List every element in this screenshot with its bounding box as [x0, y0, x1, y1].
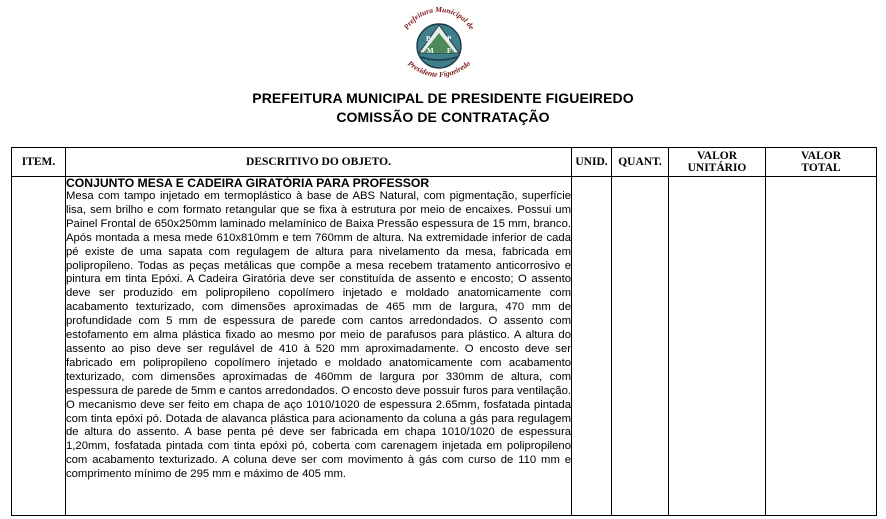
municipal-seal — [393, 6, 485, 88]
seal-arc-top-text: Prefeitura Municipal de — [401, 6, 477, 32]
header-unid: UNID. — [572, 148, 612, 177]
header-item: ITEM. — [12, 148, 66, 177]
table-row — [12, 177, 877, 516]
header-valor-total — [766, 148, 877, 177]
seal-letter-1: P — [426, 35, 431, 43]
document-subtitle: COMISSÃO DE CONTRATAÇÃO — [336, 109, 550, 125]
item-title: CONJUNTO MESA E CADEIRA GIRATÓRIA PARA PROFESSOR — [66, 176, 430, 190]
header-valor-unitario-line2: UNITÁRIO — [687, 162, 747, 174]
document-title: PREFEITURA MUNICIPAL DE PRESIDENTE FIGUEIREDO — [252, 90, 634, 106]
seal-letter-3: P — [447, 35, 452, 43]
table-header-row — [12, 148, 877, 177]
header-descritivo: DESCRITIVO DO OBJETO. — [66, 148, 572, 177]
items-table — [11, 147, 877, 516]
cell-quant — [612, 177, 669, 516]
header-valor-total-line2: TOTAL — [801, 162, 841, 174]
cell-descritivo — [66, 177, 572, 516]
cell-valor-unitario — [669, 177, 766, 516]
seal-letter-2: M — [427, 47, 434, 55]
seal-arc-bottom-text: Presidente Figueiredo — [406, 58, 472, 80]
header-valor-unitario — [669, 148, 766, 177]
seal-letter-4: F — [447, 47, 452, 55]
cell-valor-total — [766, 177, 877, 516]
item-description: Mesa com tampo injetado em termoplástico à base de ABS Natural, com pigmentação, superfície lisa, sem brilho e com formato retangular que se fixa à estrutura por meio de encaixes. Possui um Painel Frontal de 650x250mm laminado melamínico de Baixa Pressão espessura de 15 mm, branco. Após montada a mesa mede 610x810mm e tem 760mm de altura. Na extremidade inferior de cada pé existe de uma sapata com regulagem de altura para nivelamento da mesa, fabricada em polipropileno. Todas as peças metálicas que compõe a mesa recebem tratamento anticorrosivo e pintura em tinta Epóxi. A Cadeira Giratória deve ser constituída de assento e encosto; O assento deve ser produzido em polipropileno copolímero injetado e moldado anatomicamente com acabamento texturizado, com dimensões aproximadas de 465 mm de largura, 470 mm de profundidade com 5 mm de espessura de parede com cantos arredondados. O assento com estofamento em alma plástica fixado ao mesmo por meio de parafusos para plástico. A altura do assento ao piso deve ser regulável de 410 à 520 mm aproximadamente. O encosto deve ser fabricado em polipropileno copolímero injetado e moldado anatomicamente com acabamento texturizado, com dimensões aproximadas de 460mm de largura por 330mm de altura, com espessura de parede de 5mm e cantos arredondados. O encosto deve possuir furos para ventilação. O mecanismo deve ser feito em chapa de aço 1010/1020 de espessura 2.65mm, fosfatada pintada com tinta epóxi pó. Dotada de alavanca plástica para acionamento da coluna a gás para regulagem de altura do assento. A base penta pé deve ser fabricada em chapa 1010/1020 de espessura 1,20mm, fosfatada pintada com tinta epóxi pó, coberta com carenagem injetada em polipropileno com acabamento texturizado. A coluna deve ser com movimento à gás com curso de 110 mm e comprimento mínimo de 295 mm e máximo de 405 mm. — [66, 190, 571, 481]
cell-unid — [572, 177, 612, 516]
header-valor-unitario-line1: VALOR — [696, 150, 738, 162]
header-quant: QUANT. — [612, 148, 669, 177]
cell-item — [12, 177, 66, 516]
header-valor-total-line1: VALOR — [800, 150, 842, 162]
